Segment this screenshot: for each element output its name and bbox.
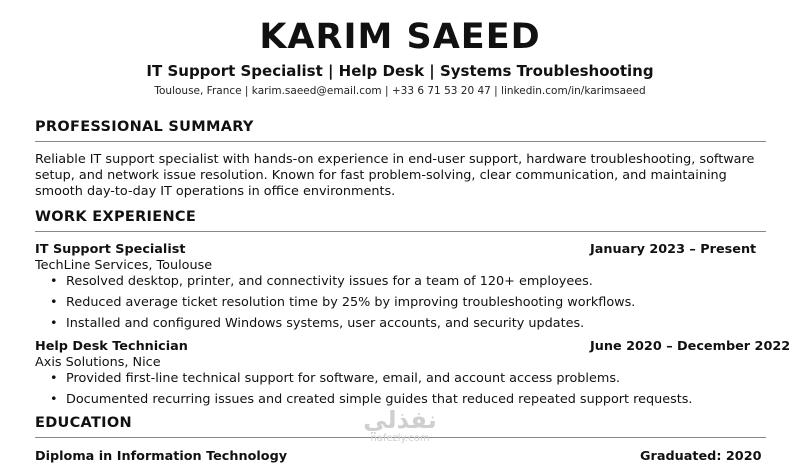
watermark-arabic: نفذلي: [363, 406, 437, 434]
education-degree: Diploma in Information Technology: [35, 449, 288, 464]
headline: IT Support Specialist | Help Desk | Systems Troubleshooting: [146, 62, 654, 80]
contact-line: Toulouse, France | karim.saeed@email.com | +33 6 71 53 20 47 | linkedin.com/in/karimsaeed: [154, 85, 646, 97]
summary-heading: PROFESSIONAL SUMMARY: [35, 119, 254, 135]
job-title: Help Desk Technician: [35, 339, 188, 354]
job-company: Axis Solutions, Nice: [35, 355, 161, 370]
section-divider: [35, 231, 766, 232]
job-dates: June 2020 – December 2022: [590, 339, 791, 354]
education-date: Graduated: 2020: [640, 449, 762, 464]
summary-text: Reliable IT support specialist with hands-on experience in end-user support, hardware troubleshooting, software setup, and network issue resolution. Known for fast problem-solving, clear communication, and maintaining smooth day-to-day IT operations in office environments.: [35, 152, 755, 199]
candidate-name: KARIM SAEED: [259, 17, 541, 57]
list-item: • Installed and configured Windows systems, user accounts, and security updates.: [48, 316, 635, 332]
job-title: IT Support Specialist: [35, 242, 186, 257]
watermark-latin: nafezly.com: [370, 433, 430, 444]
section-divider: [35, 141, 766, 142]
list-item: • Documented recurring issues and created simple guides that reduced repeated support requests.: [48, 392, 693, 408]
list-item: • Resolved desktop, printer, and connectivity issues for a team of 120+ employees.: [48, 274, 635, 290]
job-bullets: [48, 274, 635, 337]
education-heading: EDUCATION: [35, 415, 132, 431]
watermark-logo: [350, 408, 450, 444]
list-item: • Provided first-line technical support for software, email, and account access problems.: [48, 371, 693, 387]
job-company: TechLine Services, Toulouse: [35, 258, 213, 273]
job-dates: January 2023 – Present: [590, 242, 757, 257]
list-item: • Reduced average ticket resolution time by 25% by improving troubleshooting workflows.: [48, 295, 635, 311]
experience-heading: WORK EXPERIENCE: [35, 209, 197, 225]
